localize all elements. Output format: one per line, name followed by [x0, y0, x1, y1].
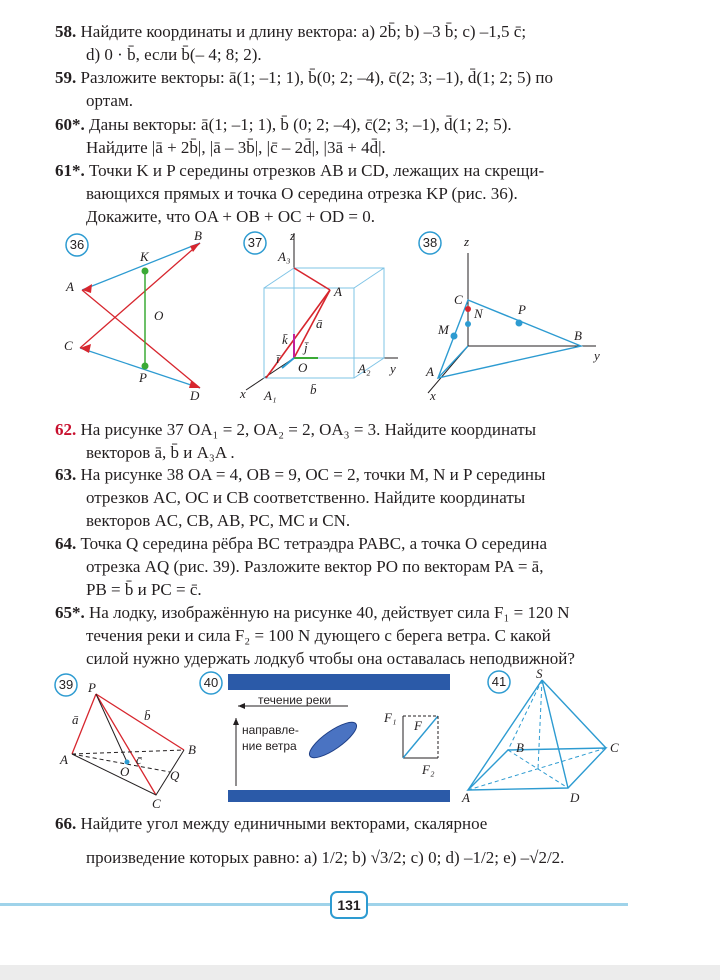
- problem-59-line-2: ортам.: [86, 91, 133, 110]
- problem-65-line-3: силой нужно удержать лодкуб чтобы она оставалась неподвижной?: [86, 649, 575, 668]
- river-arrowhead: [238, 703, 245, 709]
- problem-61-line-2: вающихся прямых и точка O середина отрезка KP (рис. 36).: [86, 184, 518, 203]
- edge-SB: [508, 680, 542, 750]
- label-P: P: [139, 370, 147, 385]
- label-A: A: [66, 279, 74, 294]
- label-O: O: [298, 360, 308, 375]
- edge-SD: [542, 680, 568, 788]
- problem-64-line-1: 64. Точка Q середина рёбра BC тетраэдра PABC, а точка O середина: [55, 534, 548, 553]
- label-F2: F₂: [422, 762, 435, 777]
- label-b: b̄: [310, 382, 317, 397]
- label-z: z: [290, 228, 296, 243]
- label-M: M: [438, 322, 449, 337]
- label-B: B: [194, 228, 202, 243]
- figure-number: 39: [58, 677, 74, 692]
- label-A2: A₂: [358, 361, 371, 376]
- river-bank-top: [228, 674, 450, 690]
- problem-64-line-2: отрезка AQ (рис. 39). Разложите вектор PO по векторам PA = ā,: [86, 557, 544, 576]
- label-O: O: [154, 308, 164, 323]
- river-label: течение реки: [258, 693, 332, 707]
- problem-65-line-2: течения реки и сила F₂ = 100 N дующего с берега ветра. С какой: [86, 626, 551, 645]
- triangle-ABC: [438, 300, 581, 378]
- problem-63-line-3: векторов AC, CB, AB, PC, MC и CN.: [86, 511, 351, 530]
- boat: [305, 717, 361, 764]
- label-B: B: [574, 328, 582, 343]
- label-x: x: [240, 386, 246, 401]
- label-N: N: [474, 306, 483, 321]
- label-j: j̄: [304, 340, 308, 355]
- label-F1: F₁: [384, 710, 397, 725]
- label-D: D: [570, 790, 580, 805]
- label-C: C: [152, 796, 161, 811]
- problem-63-line-1: 63. На рисунке 38 OA = 4, OB = 9, OC = 2, точки M, N и P середины: [55, 465, 546, 484]
- problem-64-line-3: PB = b̄ и PC = c̄.: [86, 580, 202, 599]
- label-A: A: [60, 752, 68, 767]
- label-A: A: [462, 790, 470, 805]
- arrowhead-D: [189, 381, 200, 388]
- figure-number: 36: [69, 237, 85, 252]
- figure-38: [416, 228, 606, 403]
- box-edge: [264, 268, 294, 288]
- point-M: [451, 333, 458, 340]
- river-bank-bottom: [228, 790, 450, 802]
- problem-58-line-2: d) 0 · b̄, если b̄(– 4; 8; 2).: [86, 45, 262, 64]
- figure-number: 37: [247, 235, 263, 250]
- label-b: b̄: [144, 708, 151, 723]
- figure-36: [60, 228, 230, 403]
- label-i: ī: [276, 351, 280, 366]
- label-A: A: [334, 284, 342, 299]
- box-edge: [354, 268, 384, 288]
- height: [538, 680, 542, 769]
- wind-label-2: ние ветра: [242, 739, 297, 753]
- problem-66-line-2: произведение которых равно: a) 1/2; b) √3/2; c) 0; d) –1/2; e) –√2/2.: [86, 848, 565, 867]
- bottom-margin: [0, 965, 720, 980]
- label-A1: A₁: [264, 388, 277, 403]
- problem-61-line-3: Докажите, что OA + OB + OC + OD = 0.: [86, 207, 375, 226]
- label-Q: Q: [170, 768, 180, 783]
- problem-61-line-1: 61*. Точки K и P середины отрезков AB и CD, лежащих на скрещи-: [55, 161, 545, 180]
- page-number: 131: [330, 891, 368, 919]
- label-A: A: [426, 364, 434, 379]
- problem-60-line-2: Найдите |ā + 2b̄|, |ā – 3b̄|, |c̄ – 2d̄|, |3ā + 4d̄|.: [86, 138, 386, 157]
- point-C-mark: [465, 306, 471, 312]
- label-P: P: [88, 680, 96, 695]
- edge-SA: [468, 680, 542, 790]
- figure-number: 40: [203, 675, 219, 690]
- unit-i: [282, 358, 294, 368]
- edge-AB-hidden: [72, 750, 184, 754]
- footer-rule: [0, 903, 628, 906]
- vector-OA: [294, 290, 330, 358]
- label-K: K: [140, 249, 149, 264]
- problem-58-line-1: 58. Найдите координаты и длину вектора: a) 2b̄; b) –3 b̄; c) –1,5 c̄;: [55, 22, 527, 41]
- label-F: F: [414, 718, 422, 733]
- label-C: C: [64, 338, 73, 353]
- point-P: [142, 363, 149, 370]
- figure-41: [460, 668, 630, 808]
- figure-number: 41: [491, 674, 507, 689]
- problem-65-line-1: 65*. На лодку, изображённую на рисунке 40, действует сила F₁ = 120 N: [55, 603, 570, 622]
- wind-arrowhead: [233, 718, 239, 725]
- figure-37: [238, 228, 408, 403]
- label-y: y: [594, 348, 600, 363]
- point-P: [516, 320, 523, 327]
- label-y: y: [390, 361, 396, 376]
- label-O: O: [120, 764, 130, 779]
- label-z: z: [464, 234, 470, 249]
- label-k: k̄: [282, 332, 288, 347]
- label-B: B: [516, 740, 524, 755]
- label-a: ā: [72, 712, 79, 727]
- figure-40: [198, 670, 458, 806]
- label-D: D: [190, 388, 200, 403]
- vector-A3A: [294, 268, 330, 290]
- edge-OA: [438, 346, 468, 378]
- figure-39: [52, 672, 212, 812]
- edge-SC: [542, 680, 606, 748]
- problem-59-line-1: 59. Разложите векторы: ā(1; –1; 1), b̄(0; 2; –4), c̄(2; 3; –1), d̄(1; 2; 5) по: [55, 68, 553, 87]
- wind-label-1: направле-: [242, 723, 299, 737]
- problem-63-line-2: отрезков AC, OC и CB соответственно. Найдите координаты: [86, 488, 526, 507]
- label-C: C: [610, 740, 619, 755]
- label-C: C: [454, 292, 463, 307]
- label-c: c̄: [136, 752, 142, 767]
- label-S: S: [536, 668, 543, 681]
- point-K: [142, 268, 149, 275]
- label-a: ā: [316, 316, 323, 331]
- figure-number: 38: [422, 235, 438, 250]
- problem-60-line-1: 60*. Даны векторы: ā(1; –1; 1), b̄ (0; 2; –4), c̄(2; 3; –1), d̄(1; 2; 5).: [55, 115, 512, 134]
- problem-66-line-1: 66. Найдите угол между единичными векторами, скалярное: [55, 814, 488, 833]
- label-x: x: [430, 388, 436, 403]
- label-P: P: [518, 302, 526, 317]
- point-N: [465, 321, 471, 327]
- problem-62-line-1: 62. На рисунке 37 OA₁ = 2, OA₂ = 2, OA₃ = 3. Найдите координаты: [55, 420, 537, 439]
- label-B: B: [188, 742, 196, 757]
- problem-62-line-2: векторов ā, b̄ и A₃A .: [86, 443, 235, 462]
- label-A3: A₃: [278, 249, 291, 264]
